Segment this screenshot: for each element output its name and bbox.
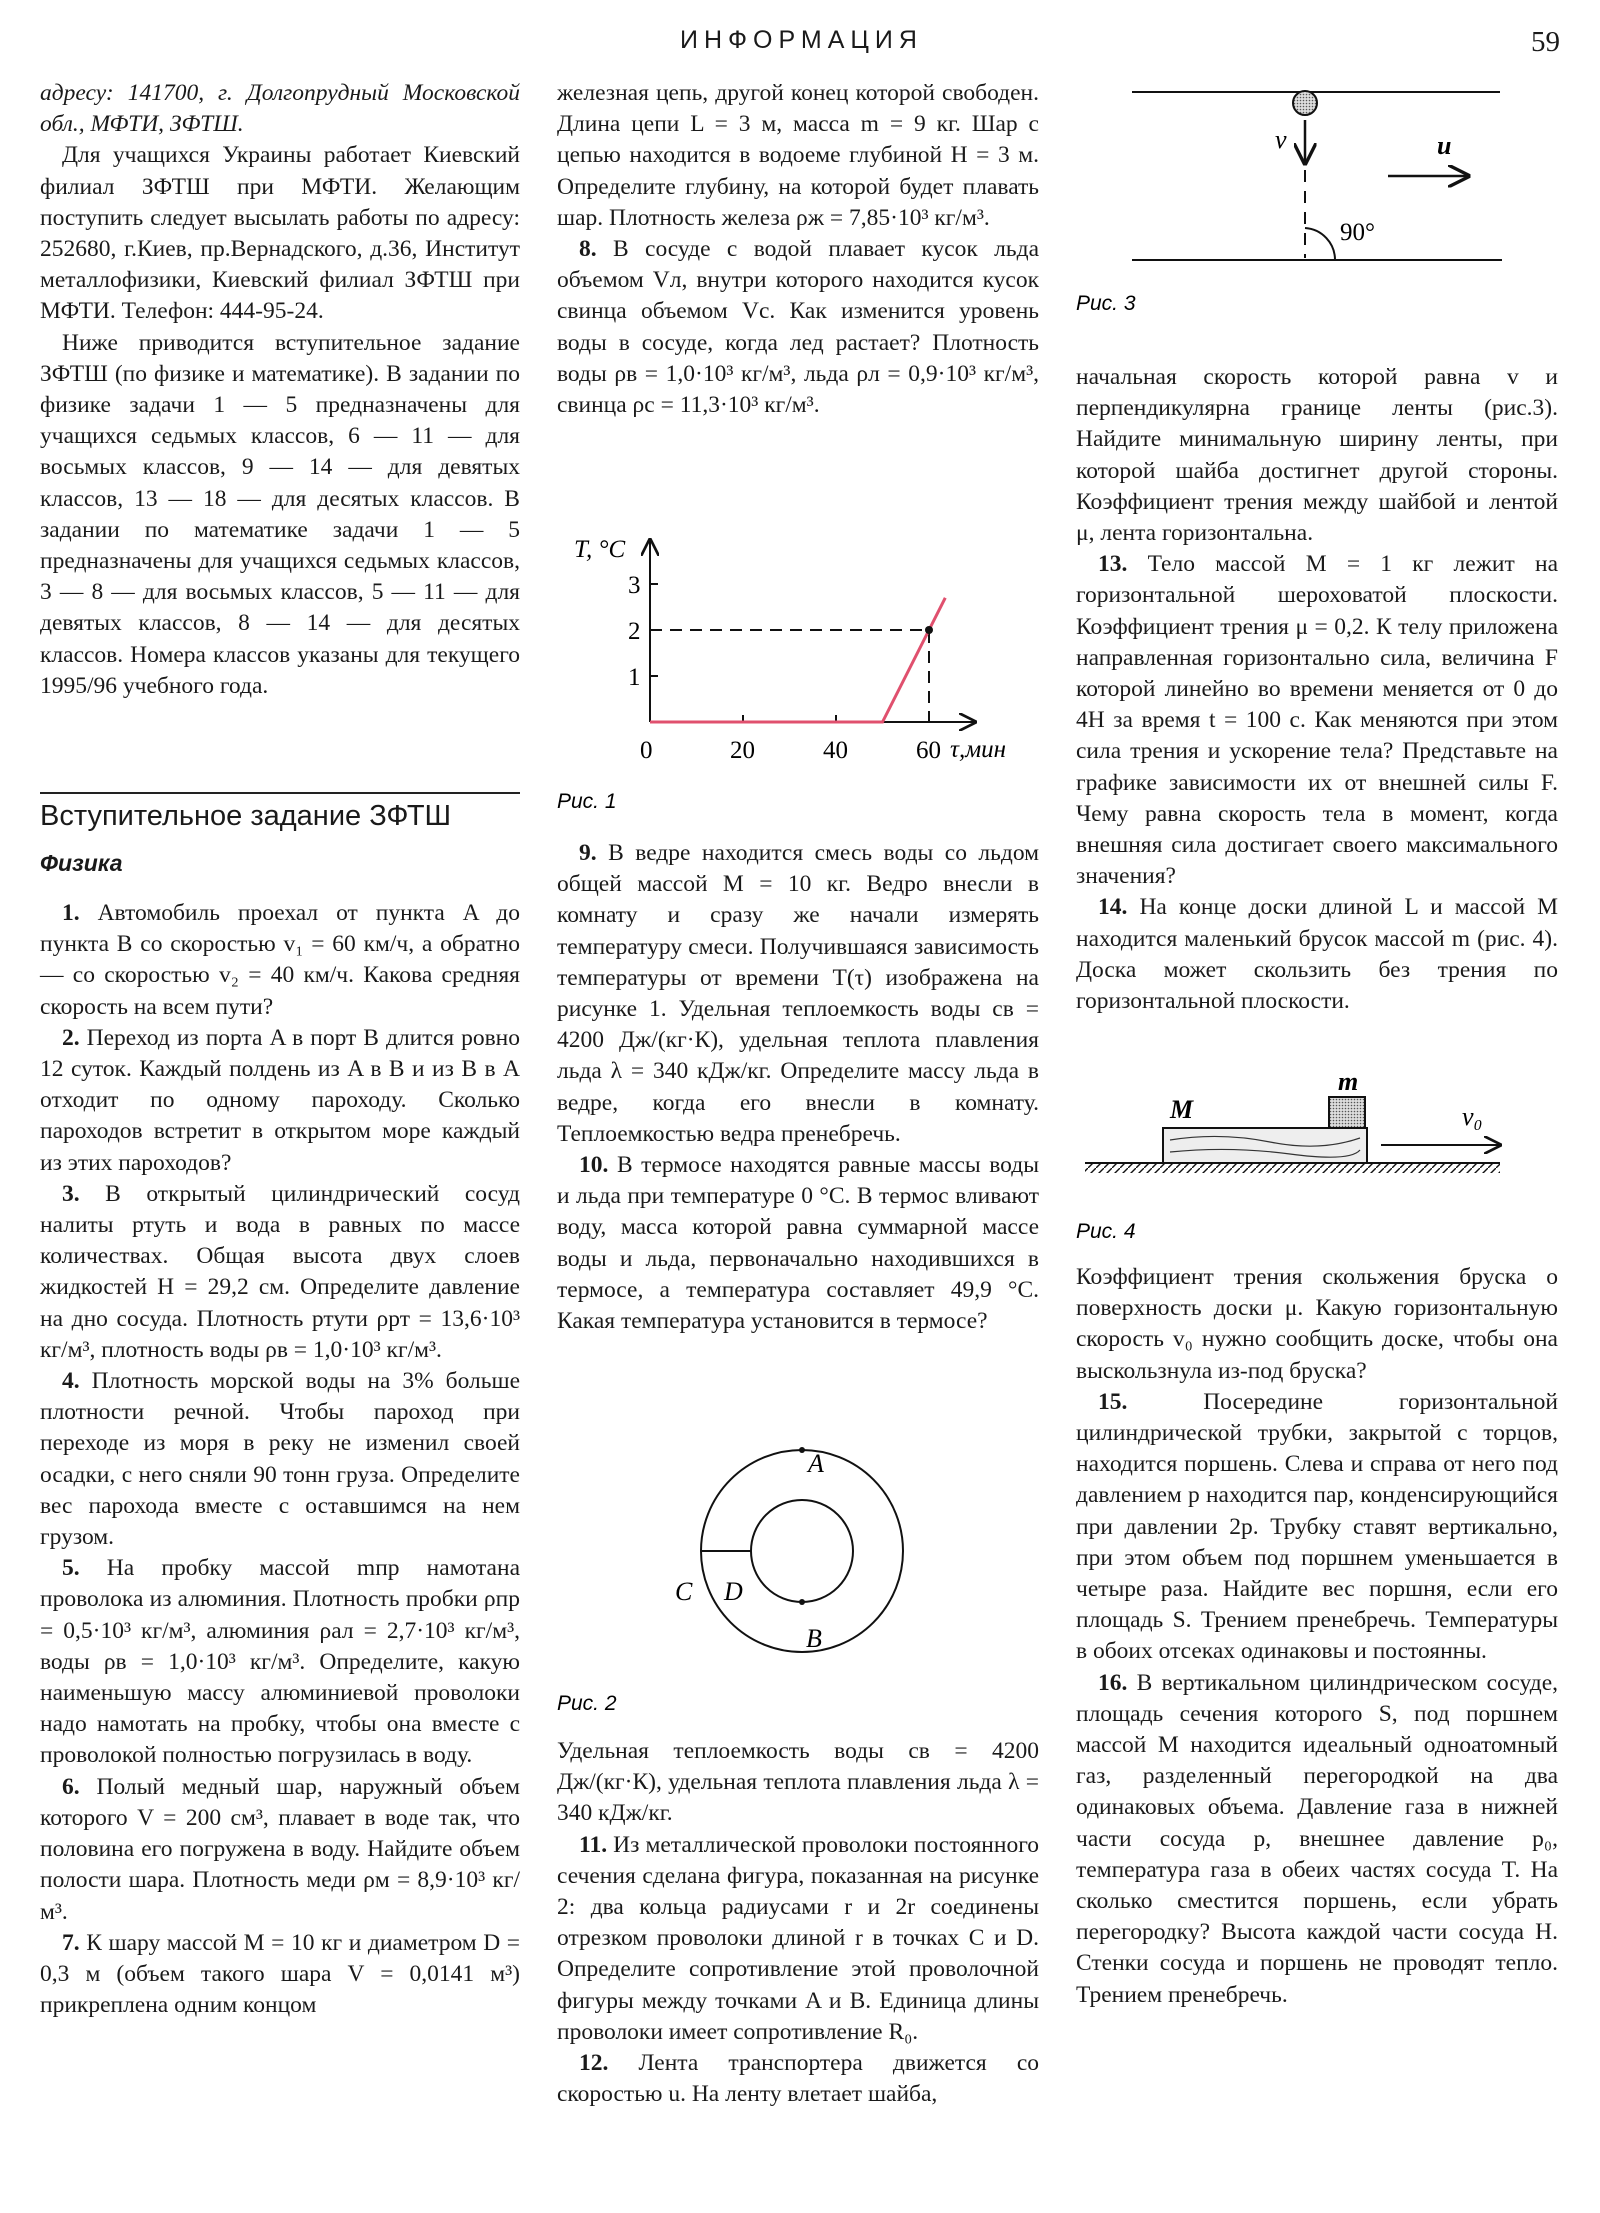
figure-2-caption: Рис. 2 <box>557 1692 617 1715</box>
problem-number: 14. <box>1098 894 1128 921</box>
problem-number: 1. <box>62 900 80 926</box>
problem-text: В ведре находится смесь воды со льдом общей массой M = 10 кг. Ведро внесли в комнату и сразу же начали измерять температуру смеси. Получившаяся зависимость температуры от времени T(τ) изображена на рисунке 1. Удельная теплоемкость воды cв = 4200 Дж/(кг·К), удельная теплота плавления льда λ = 340 кДж/кг. Определите массу льда в ведре, когда его внесли в комнату. Теплоемкостью ведра пренебречь. <box>557 840 1039 1147</box>
figure-1-caption: Рис. 1 <box>557 790 617 813</box>
label-u: u <box>1437 131 1452 160</box>
page-number: 59 <box>1531 26 1560 58</box>
problem-number: 9. <box>579 840 597 866</box>
problem-text: На конце доски длиной L и массой M находится маленький брусок массой m (рис. 4). Доска может скользить без трения по горизонтальной плоскости. <box>1076 894 1558 1015</box>
problem-text: Из металлической проволоки постоянного сечения сделана фигура, показанная на рисунке 2: два кольца радиусами r и 2r соединены отрезком проволоки длиной r в точках C и D. Определите сопротивление этой проволочной фигуры между точками A и B. Единица длины проволоки имеет сопротивление R₀. <box>557 1831 1040 2045</box>
x-axis-label: τ,мин <box>950 736 1007 763</box>
reference-dashed-lines <box>650 630 929 722</box>
problem-text: В вертикальном цилиндрическом сосуде, площадь сечения которого S, под поршнем массой M находится идеальный одноатомный газ, разделенный перегородкой на два одинаковых объема. Давление газа в нижней части сосуда p, внешнее давление p₀, температура газа в обеих частях сосуда T. На сколько сместится поршень, если убрать перегородку? Высота каждой части сосуда H. Стенки сосуда и поршень не проводят тепло. Трением пренебречь. <box>1076 1669 1558 2008</box>
label-c: C <box>675 1577 693 1606</box>
problem-number: 6. <box>62 1773 80 1800</box>
problem-text: Посередине горизонтальной цилиндрической трубки, закрытой с торцов, находится поршень. Слева и справа от него под давлением p находится пар, конденсирующийся при давлении 2p. Трубку ставят вертикально, при этом объем под поршнем уменьшается в четыре раза. Найдите вес поршня, если его площадь S. Трением пренебречь. Температуры в обоих отсеках одинаковы и постоянны. <box>1076 1388 1558 1665</box>
data-point-marker <box>925 626 933 634</box>
figure-4-caption: Рис. 4 <box>1076 1220 1136 1243</box>
right-angle-arc <box>1305 228 1335 260</box>
label-v: v <box>1275 125 1287 154</box>
label-M: M <box>1170 1095 1194 1124</box>
problem-number: 13. <box>1098 551 1128 578</box>
label-a: A <box>808 1449 824 1478</box>
intro-description: Ниже приводится вступительное задание ЗФТШ (по физике и математике). В задании по физике задачи 1 — 5 предназначены для учащихся седьмых классов, 6 — 11 — для восьмых классов, 9 — 14 — для девятых классов, 13 — 18 — для десятых классов. В задании по математике задачи 1 — 5 предназначены для учащихся седьмых классов, 3 — 8 — для восьмых классов, 5 — 11 — для девятых классов, 8 — 14 — для десятых классов. Номера классов указаны для текущего 1995/96 учебного года. <box>40 329 520 699</box>
problem-number: 12. <box>579 2050 609 2077</box>
intro-address: адресу: 141700, г. Долгопрудный Московской обл., МФТИ, ЗФТШ. <box>40 80 520 138</box>
problem-text: Тело массой M = 1 кг лежит на горизонтальной шероховатой плоскости. Коэффициент трения μ = 0,2. К телу приложена направленная горизонтально сила, величина F которой линейно во времени меняется от 0 до 4Н за время t = 100 с. Как меняются при этом сила трения и ускорение тела? Представьте на графике зависимости их от внешней силы F. Чему равна скорость тела в момент, когда внешняя сила достигает своего максимального значения? <box>1076 551 1558 890</box>
point-a <box>799 1447 805 1453</box>
section-title: Вступительное задание ЗФТШ <box>40 800 452 832</box>
problem-number: 7. <box>62 1929 80 1956</box>
y-tick-label: 3 <box>628 572 641 599</box>
x-tick-label: 20 <box>730 737 755 764</box>
inner-ring <box>751 1500 853 1602</box>
problem-text: На пробку массой mпр намотана проволока из алюминия. Плотность пробки ρпр = 0,5·10³ кг/м³, алюминия ρал = 2,7·10³ кг/м³, воды ρв = 1,0·10³ кг/м³. Определите, какую наименьшую массу алюминиевой проволоки надо намотать на пробку, чтобы она вместе с проволокой полностью погрузилась в воду. <box>40 1555 520 1769</box>
x-tick-label: 0 <box>640 737 653 764</box>
label-d: D <box>724 1577 743 1606</box>
label-angle: 90° <box>1340 219 1375 246</box>
subject-heading: Физика <box>40 850 123 876</box>
problem-text: В открытый цилиндрический сосуд налиты ртуть и вода в равных по массе количествах. Общая высота двух слоев жидкостей H = 29,2 см. Определите давление на дно сосуда. Плотность ртути ρрт = 13,6·10³ кг/м³, плотность воды ρв = 1,0·10³ кг/м³. <box>40 1180 520 1363</box>
label-b: B <box>806 1624 822 1653</box>
y-tick-label: 1 <box>628 664 641 691</box>
series-line-temperature <box>650 598 945 722</box>
problem-text: Плотность морской воды на 3% больше плотности речной. Чтобы пароход при переходе из моря в реку не изменил своей осадки, с него сняли 90 тонн груза. Определите вес парохода вместе с оставшимся на нем грузом. <box>40 1368 521 1551</box>
figure-4-diagram <box>1085 1067 1500 1173</box>
label-m: m <box>1338 1067 1359 1096</box>
problem-text: Переход из порта A в порт B длится ровно 12 суток. Каждый полдень из A в B и из B в A отходит по одному пароходу. Сколько пароходов встретит в открытом море каждый из этих пароходов? <box>40 1024 520 1176</box>
problem-number: 3. <box>62 1180 80 1207</box>
figure-2-diagram <box>675 1447 903 1653</box>
intro-kiev: Для учащихся Украины работает Киевский филиал ЗФТШ при МФТИ. Желающим поступить следует высылать работы по адресу: 252680, г.Киев, пр.Вернадского, д.36, Институт металлофизики, Киевский филиал ЗФТШ при МФТИ. Телефон: 444-95-24. <box>40 142 520 325</box>
problem-number: 10. <box>579 1152 609 1179</box>
puck <box>1293 91 1317 115</box>
figure-3-caption: Рис. 3 <box>1076 292 1136 315</box>
problem-number: 15. <box>1098 1388 1128 1415</box>
small-block <box>1329 1097 1365 1128</box>
problem-text: Полый медный шар, наружный объем которого V = 200 см³, плавает в воде так, что половина его погружена в воду. Найдите объем полости шара. Плотность меди ρм = 8,9·10³ кг/м³. <box>40 1773 521 1925</box>
problem-14-continued: Коэффициент трения скольжения бруска о поверхность доски μ. Какую горизонтальную скорость v₀ нужно сообщить доске, чтобы она выскользнула из-под бруска? <box>1076 1264 1558 1384</box>
problem-text: В сосуде с водой плавает кусок льда объемом Vл, внутри которого находится кусок свинца объемом Vс. Как изменится уровень воды в сосуде, когда лед растает? Плотность воды ρв = 1,0·10³ кг/м³, льда ρл = 0,9·10³ кг/м³, свинца ρс = 11,3·10³ кг/м³. <box>557 236 1039 419</box>
problem-text: К шару массой M = 10 кг и диаметром D = 0,3 м (объем такого шара V = 0,0141 м³) прикреплена одним концом <box>40 1929 521 2019</box>
problem-number: 8. <box>579 236 597 263</box>
problem-7-continued: железная цепь, другой конец которой свободен. Длина цепи L = 3 м, масса m = 9 кг. Шар с цепью находится в водоеме глубиной H = 3 м. Определите глубину, на которой будет плавать шар. Плотность железа ρж = 7,85·10³ кг/м³. <box>557 80 1039 231</box>
board <box>1163 1128 1367 1163</box>
problem-number: 4. <box>62 1368 80 1395</box>
problem-12-continued: начальная скорость которой равна v и перпендикулярна границе ленты (рис.3). Найдите минимальную ширину ленты, при которой шайба достигнет другой стороны. Коэффициент трения между шайбой и лентой μ, лента горизонтальна. <box>1076 364 1558 547</box>
problem-number: 16. <box>1098 1669 1128 1696</box>
figure-3-diagram <box>1132 91 1502 260</box>
running-header: ИНФОРМАЦИЯ <box>680 26 923 54</box>
problem-number: 2. <box>62 1024 80 1051</box>
label-v0: v₀ <box>1462 1102 1483 1131</box>
x-tick-label: 40 <box>823 737 848 764</box>
ground-hatching <box>1085 1163 1500 1173</box>
problem-number: 5. <box>62 1555 80 1582</box>
problem-number: 11. <box>579 1831 608 1858</box>
problem-10-continued: Удельная теплоемкость воды cв = 4200 Дж/(кг·К), удельная теплота плавления льда λ = 340 кДж/кг. <box>557 1738 1039 1827</box>
y-axis-label: T, °C <box>574 536 626 563</box>
y-tick-label: 2 <box>628 618 641 645</box>
problem-text: В термосе находятся равные массы воды и льда при температуре 0 °С. В термос вливают воду, масса которой равна суммарной массе воды и льда, первоначально находившихся в термосе, а температура составляет 49,9 °С. Какая температура установится в термосе? <box>557 1152 1039 1335</box>
problem-text: Лента транспортера движется со скоростью u. На ленту влетает шайба, <box>557 2050 1039 2108</box>
figure-1-chart <box>574 536 1006 764</box>
point-b <box>799 1599 805 1605</box>
x-tick-label: 60 <box>916 737 941 764</box>
problem-text: Автомобиль проехал от пункта A до пункта B со скоростью v₁ = 60 км/ч, а обратно — со скоростью v₂ = 40 км/ч. Какова средняя скорость на всем пути? <box>40 900 521 1020</box>
